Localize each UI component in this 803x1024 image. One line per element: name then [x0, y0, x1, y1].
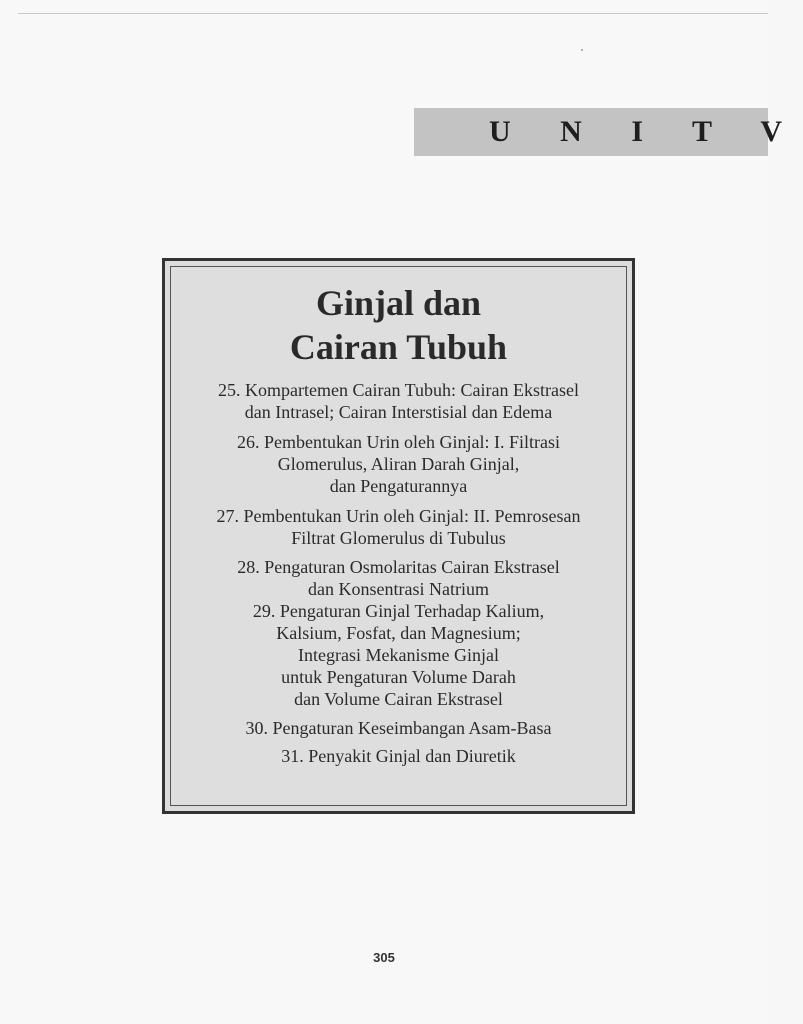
- chapter-line: untuk Pengaturan Volume Darah: [281, 667, 516, 687]
- unit-banner: [414, 108, 803, 156]
- scan-speck: [581, 49, 583, 51]
- chapter-line: 29. Pengaturan Ginjal Terhadap Kalium,: [252, 601, 545, 621]
- unit-title-line-1: Ginjal dan: [315, 283, 482, 323]
- chapter-line: dan Pengaturannya: [329, 476, 468, 496]
- chapter-26: [171, 431, 626, 497]
- chapter-line: dan Intrasel; Cairan Interstisial dan Edema: [244, 402, 553, 422]
- chapter-27: [171, 505, 626, 549]
- chapter-30: [171, 717, 626, 739]
- unit-contents-inner-frame: [170, 266, 627, 806]
- chapter-29: [171, 600, 626, 710]
- page-number: 305: [373, 950, 395, 965]
- chapter-31: [171, 745, 626, 767]
- chapter-28: [171, 556, 626, 600]
- chapter-line: Integrasi Mekanisme Ginjal: [298, 645, 499, 665]
- chapter-line: Glomerulus, Aliran Darah Ginjal,: [277, 454, 520, 474]
- chapter-line: 31. Penyakit Ginjal dan Diuretik: [281, 746, 516, 766]
- chapter-line: 28. Pengaturan Osmolaritas Cairan Ekstrasel: [237, 557, 560, 577]
- unit-title: [171, 281, 626, 369]
- unit-title-line-2: Cairan Tubuh: [289, 327, 508, 367]
- chapter-line: 27. Pembentukan Urin oleh Ginjal: II. Pemrosesan: [216, 506, 581, 526]
- chapter-line: Kalsium, Fosfat, dan Magnesium;: [276, 623, 521, 643]
- top-rule: [18, 13, 768, 14]
- chapter-25: [171, 379, 626, 423]
- chapter-line: dan Konsentrasi Natrium: [308, 579, 489, 599]
- unit-contents-box: [162, 258, 635, 814]
- chapter-line: dan Volume Cairan Ekstrasel: [294, 689, 503, 709]
- chapter-line: 30. Pengaturan Keseimbangan Asam-Basa: [245, 718, 552, 738]
- unit-label: U N I T V: [489, 115, 803, 148]
- chapter-line: Filtrat Glomerulus di Tubulus: [291, 528, 506, 548]
- chapter-line: 26. Pembentukan Urin oleh Ginjal: I. Filtrasi: [237, 432, 560, 452]
- chapter-line: 25. Kompartemen Cairan Tubuh: Cairan Ekstrasel: [218, 380, 579, 400]
